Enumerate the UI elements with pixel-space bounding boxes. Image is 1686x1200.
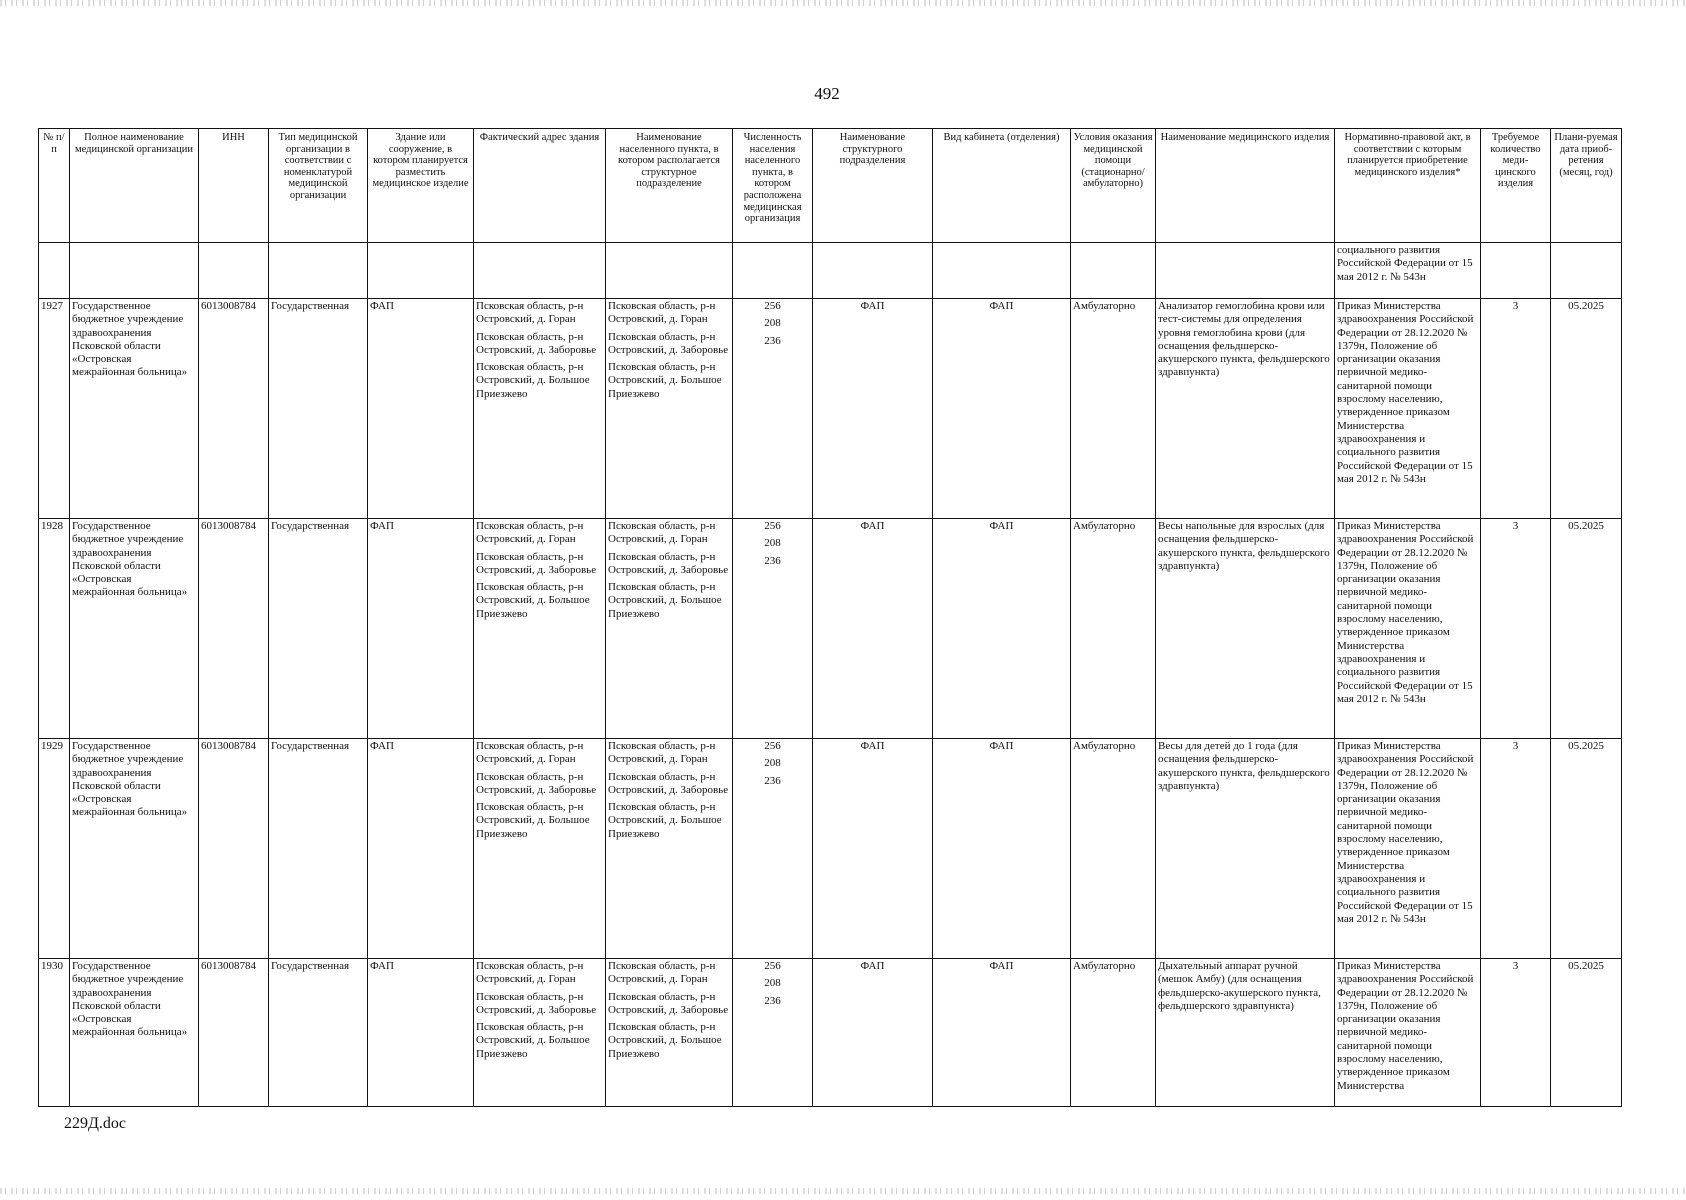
locality-line: Псковская область, р-н Островский, д. Горан [608, 520, 716, 546]
population-value: 208 [764, 317, 781, 330]
inn-value: 6013008784 [199, 739, 269, 959]
address-line: Псковская область, р-н Островский, д. Горан [476, 960, 584, 986]
row-number: 1930 [39, 959, 70, 1107]
column-header: Тип медицинской организации в соответствии с номенклатурой медицинской организации [269, 129, 368, 243]
cabinet-type: ФАП [933, 959, 1071, 1107]
locality-line: Псковская область, р-н Островский, д. Большое Приезжево [608, 361, 722, 400]
column-header: Наименование структурного подразделения [813, 129, 933, 243]
continuation-act-text: социального развития Российской Федерации от 15 мая 2012 г. № 543н [1335, 243, 1481, 299]
population-value: 236 [764, 554, 781, 567]
population-value: 236 [764, 994, 781, 1007]
regulatory-act: Приказ Министерства здравоохранения Российской Федерации от 28.12.2020 № 1379н, Положение об организации оказания первичной медико-санитарной помощи взрослому населению, утвержденное приказом Министерства здравоохранения и социального развития Российской Федерации от 15 мая 2012 г. № 543н [1335, 519, 1481, 739]
subdivision-name: ФАП [813, 959, 933, 1107]
address-line: Псковская область, р-н Островский, д. Большое Приезжево [476, 361, 590, 400]
locality-line: Псковская область, р-н Островский, д. Большое Приезжево [608, 801, 722, 840]
equipment-table [38, 128, 1622, 1107]
organization-name: Государственное бюджетное учреждение здравоохранения Псковской области «Островская межрайонная больница» [70, 959, 199, 1107]
locality-line: Псковская область, р-н Островский, д. Горан [608, 740, 716, 766]
planned-date: 05.2025 [1551, 299, 1622, 519]
actual-addresses [474, 519, 606, 739]
inn-value: 6013008784 [199, 299, 269, 519]
address-line: Псковская область, р-н Островский, д. Заборовье [476, 330, 597, 356]
address-line: Псковская область, р-н Островский, д. Большое Приезжево [476, 801, 590, 840]
organization-name: Государственное бюджетное учреждение здравоохранения Псковской области «Островская межрайонная больница» [70, 519, 199, 739]
column-header: Наименование населенного пункта, в котором располагается структурное подразделение [606, 129, 733, 243]
care-conditions: Амбулаторно [1071, 959, 1156, 1107]
table-header-row [39, 129, 1622, 243]
subdivision-name: ФАП [813, 519, 933, 739]
population-value: 236 [764, 774, 781, 787]
scan-edge-top [0, 0, 1686, 6]
address-line: Псковская область, р-н Островский, д. Большое Приезжево [476, 581, 590, 620]
population-values [733, 739, 813, 959]
column-header: Вид кабинета (отделения) [933, 129, 1071, 243]
column-header: Полное наименование медицинской организации [70, 129, 199, 243]
regulatory-act: Приказ Министерства здравоохранения Российской Федерации от 28.12.2020 № 1379н, Положение об организации оказания первичной медико-санитарной помощи взрослому населению, утвержденное приказом Министерства [1335, 959, 1481, 1107]
population-value: 256 [764, 740, 781, 752]
required-quantity: 3 [1481, 299, 1551, 519]
organization-name: Государственное бюджетное учреждение здравоохранения Псковской области «Островская межрайонная больница» [70, 739, 199, 959]
population-value: 236 [764, 334, 781, 347]
locality-names [606, 739, 733, 959]
population-value: 208 [764, 757, 781, 770]
locality-line: Псковская область, р-н Островский, д. Заборовье [608, 330, 729, 356]
inn-value: 6013008784 [199, 519, 269, 739]
locality-line: Псковская область, р-н Островский, д. Большое Приезжево [608, 1021, 722, 1060]
address-line: Псковская область, р-н Островский, д. Горан [476, 740, 584, 766]
care-conditions: Амбулаторно [1071, 739, 1156, 959]
address-line: Псковская область, р-н Островский, д. Большое Приезжево [476, 1021, 590, 1060]
building-type: ФАП [368, 519, 474, 739]
device-name: Весы для детей до 1 года (для оснащения фельдшерско-акушерского пункта, фельдшерского здравпункта) [1156, 739, 1335, 959]
row-number: 1929 [39, 739, 70, 959]
locality-line: Псковская область, р-н Островский, д. Заборовье [608, 770, 729, 796]
locality-line: Псковская область, р-н Островский, д. Заборовье [608, 550, 729, 576]
actual-addresses [474, 299, 606, 519]
column-header: ИНН [199, 129, 269, 243]
planned-date: 05.2025 [1551, 519, 1622, 739]
column-header: Условия оказания медицинской помощи (стационарно/ амбулаторно) [1071, 129, 1156, 243]
planned-date: 05.2025 [1551, 739, 1622, 959]
organization-type: Государственная [269, 959, 368, 1107]
table-body [39, 243, 1622, 1107]
organization-type: Государственная [269, 739, 368, 959]
table-row [39, 739, 1622, 959]
locality-names [606, 299, 733, 519]
subdivision-name: ФАП [813, 739, 933, 959]
table-row [39, 519, 1622, 739]
locality-line: Псковская область, р-н Островский, д. Большое Приезжево [608, 581, 722, 620]
column-header: Требуемое количество меди-цинского изделия [1481, 129, 1551, 243]
cabinet-type: ФАП [933, 299, 1071, 519]
locality-names [606, 519, 733, 739]
device-name: Анализатор гемоглобина крови или тест-системы для определения уровня гемоглобина крови (для оснащения фельдшерско-акушерского пункта, фельдшерского здравпункта) [1156, 299, 1335, 519]
population-value: 208 [764, 977, 781, 990]
locality-names [606, 959, 733, 1107]
population-value: 208 [764, 537, 781, 550]
address-line: Псковская область, р-н Островский, д. Горан [476, 520, 584, 546]
cabinet-type: ФАП [933, 739, 1071, 959]
organization-name: Государственное бюджетное учреждение здравоохранения Псковской области «Островская межрайонная больница» [70, 299, 199, 519]
column-header: Нормативно-правовой акт, в соответствии с которым планируется приобретение медицинского изделия* [1335, 129, 1481, 243]
address-line: Псковская область, р-н Островский, д. Горан [476, 300, 584, 326]
building-type: ФАП [368, 739, 474, 959]
subdivision-name: ФАП [813, 299, 933, 519]
footer-doc-name: 229Д.doc [64, 1115, 127, 1132]
organization-type: Государственная [269, 299, 368, 519]
building-type: ФАП [368, 299, 474, 519]
locality-line: Псковская область, р-н Островский, д. Горан [608, 300, 716, 326]
column-header: Плани-руемая дата приоб-ретения (месяц, год) [1551, 129, 1622, 243]
column-header: Фактический адрес здания [474, 129, 606, 243]
scan-edge-bottom [0, 1188, 1686, 1194]
care-conditions: Амбулаторно [1071, 299, 1156, 519]
column-header: Наименование медицинского изделия [1156, 129, 1335, 243]
organization-type: Государственная [269, 519, 368, 739]
population-value: 256 [764, 520, 781, 532]
device-name: Весы напольные для взрослых (для оснащения фельдшерско-акушерского пункта, фельдшерского здравпункта) [1156, 519, 1335, 739]
continuation-row [39, 243, 1622, 299]
address-line: Псковская область, р-н Островский, д. Заборовье [476, 770, 597, 796]
required-quantity: 3 [1481, 519, 1551, 739]
population-value: 256 [764, 300, 781, 312]
actual-addresses [474, 739, 606, 959]
address-line: Псковская область, р-н Островский, д. Заборовье [476, 990, 597, 1016]
table-row [39, 299, 1622, 519]
inn-value: 6013008784 [199, 959, 269, 1107]
actual-addresses [474, 959, 606, 1107]
row-number: 1927 [39, 299, 70, 519]
table-row [39, 959, 1622, 1107]
planned-date: 05.2025 [1551, 959, 1622, 1107]
population-values [733, 519, 813, 739]
building-type: ФАП [368, 959, 474, 1107]
population-values [733, 959, 813, 1107]
care-conditions: Амбулаторно [1071, 519, 1156, 739]
regulatory-act: Приказ Министерства здравоохранения Российской Федерации от 28.12.2020 № 1379н, Положение об организации оказания первичной медико-санитарной помощи взрослому населению, утвержденное приказом Министерства здравоохранения и социального развития Российской Федерации от 15 мая 2012 г. № 543н [1335, 299, 1481, 519]
cabinet-type: ФАП [933, 519, 1071, 739]
column-header: № п/п [39, 129, 70, 243]
column-header: Численность населения населенного пункта, в котором расположена медицинская организация [733, 129, 813, 243]
address-line: Псковская область, р-н Островский, д. Заборовье [476, 550, 597, 576]
page-number: 492 [814, 84, 840, 103]
locality-line: Псковская область, р-н Островский, д. Горан [608, 960, 716, 986]
population-values [733, 299, 813, 519]
required-quantity: 3 [1481, 739, 1551, 959]
required-quantity: 3 [1481, 959, 1551, 1107]
locality-line: Псковская область, р-н Островский, д. Заборовье [608, 990, 729, 1016]
column-header: Здание или сооружение, в котором планируется разместить медицинское изделие [368, 129, 474, 243]
population-value: 256 [764, 960, 781, 972]
row-number: 1928 [39, 519, 70, 739]
device-name: Дыхательный аппарат ручной (мешок Амбу) (для оснащения фельдшерско-акушерского пункта, фельдшерского здравпункта) [1156, 959, 1335, 1107]
regulatory-act: Приказ Министерства здравоохранения Российской Федерации от 28.12.2020 № 1379н, Положение об организации оказания первичной медико-санитарной помощи взрослому населению, утвержденное приказом Министерства здравоохранения и социального развития Российской Федерации от 15 мая 2012 г. № 543н [1335, 739, 1481, 959]
